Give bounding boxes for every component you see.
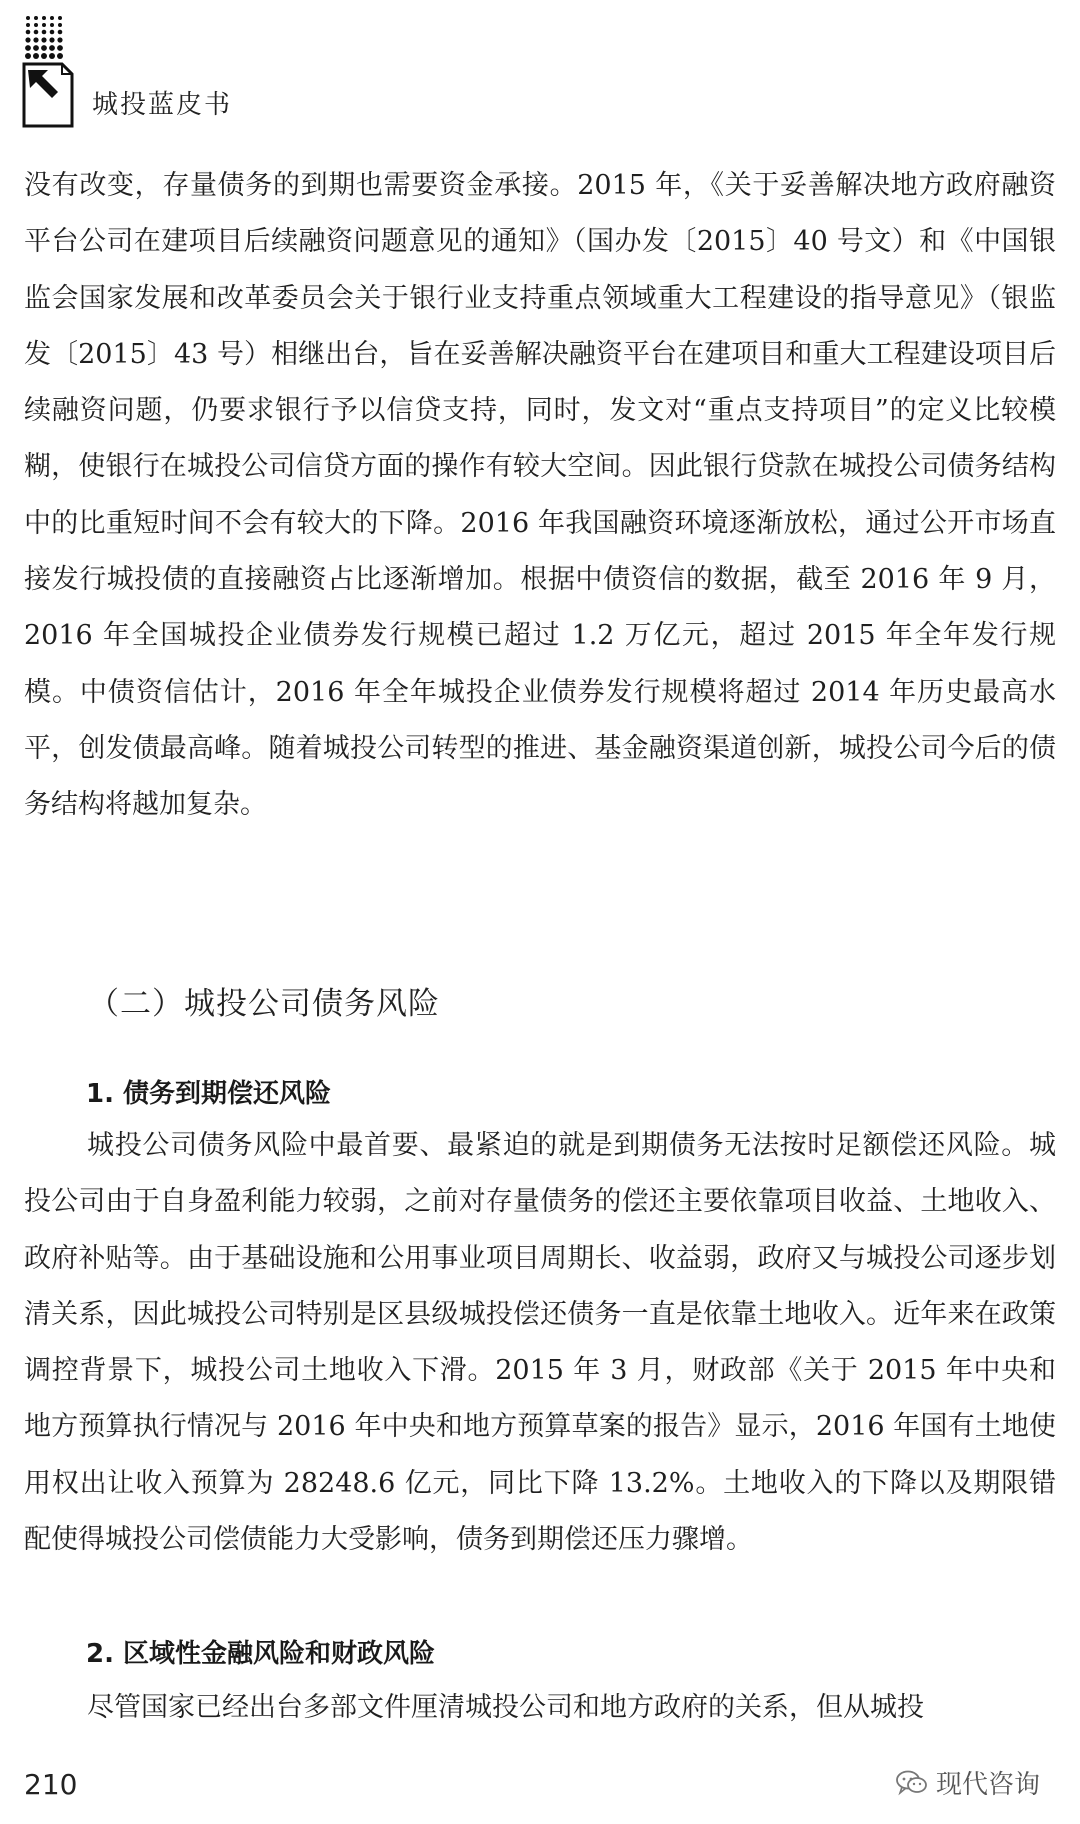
subsection-heading-1: 1. 债务到期偿还风险 xyxy=(86,1079,332,1109)
page-number: 210 xyxy=(24,1768,78,1801)
body-paragraph-continued: 没有改变，存量债务的到期也需要资金承接。2015 年，《关于妥善解决地方政府融资平台公司在建项目后续融资问题意见的通知》（国办发〔2015〕40 号文）和《中国银监会国家发展和改革委员会关于银行业支持重点领域重大工程建设的指导意见》（银监发〔2015〕43 号）相继出台，旨在妥善解决融资平台在建项目和重大工程建设项目后续融资问题，仍要求银行予以信贷支持，同时，发文对“重点支持项目”的定义比较模糊，使银行在城投公司信贷方面的操作有较大空间。因此银行贷款在城投公司债务结构中的比重短时间不会有较大的下降。2016 年我国融资环境逐渐放松，通过公开市场直接发行城投债的直接融资占比逐渐增加。根据中债资信的数据，截至 2016 年 9 月，2016 年全国城投企业债券发行规模已超过 1.2 万亿元，超过 2015 年全年发行规模。中债资信估计，2016 年全年城投企业债券发行规模将超过 2014 年历史最高水平，创发债最高峰。随着城投公司转型的推进、基金融资渠道创新，城投公司今后的债务结构将越加复杂。 xyxy=(24,170,1056,821)
section-heading: （二）城投公司债务风险 xyxy=(88,986,440,1022)
watermark-text: 现代咨询 xyxy=(935,1770,1040,1800)
book-series-logo-icon xyxy=(22,14,74,130)
subsection-heading-2: 2. 区域性金融风险和财政风险 xyxy=(86,1639,436,1669)
subsection-1-paragraph: 城投公司债务风险中最首要、最紧迫的就是到期债务无法按时足额偿还风险。城投公司由于自身盈利能力较弱，之前对存量债务的偿还主要依靠项目收益、土地收入、政府补贴等。由于基础设施和公用事业项目周期长、收益弱，政府又与城投公司逐步划清关系，因此城投公司特别是区县级城投偿还债务一直是依靠土地收入。近年来在政策调控背景下，城投公司土地收入下滑。2015 年 3 月，财政部《关于 2015 年中央和地方预算执行情况与 2016 年中央和地方预算草案的报告》显示，2016 年国有土地使用权出让收入预算为 28248.6 亿元，同比下降 13.2%。土地收入的下降以及期限错配使得城投公司偿债能力大受影响，债务到期偿还压力骤增。 xyxy=(24,1130,1056,1556)
wechat-watermark xyxy=(896,1764,1040,1801)
chat-bubbles-icon xyxy=(896,1770,928,1796)
subsection-2-paragraph: 尽管国家已经出台多部文件厘清城投公司和地方政府的关系，但从城投 xyxy=(87,1692,924,1723)
book-title: 城投蓝皮书 xyxy=(92,90,233,120)
